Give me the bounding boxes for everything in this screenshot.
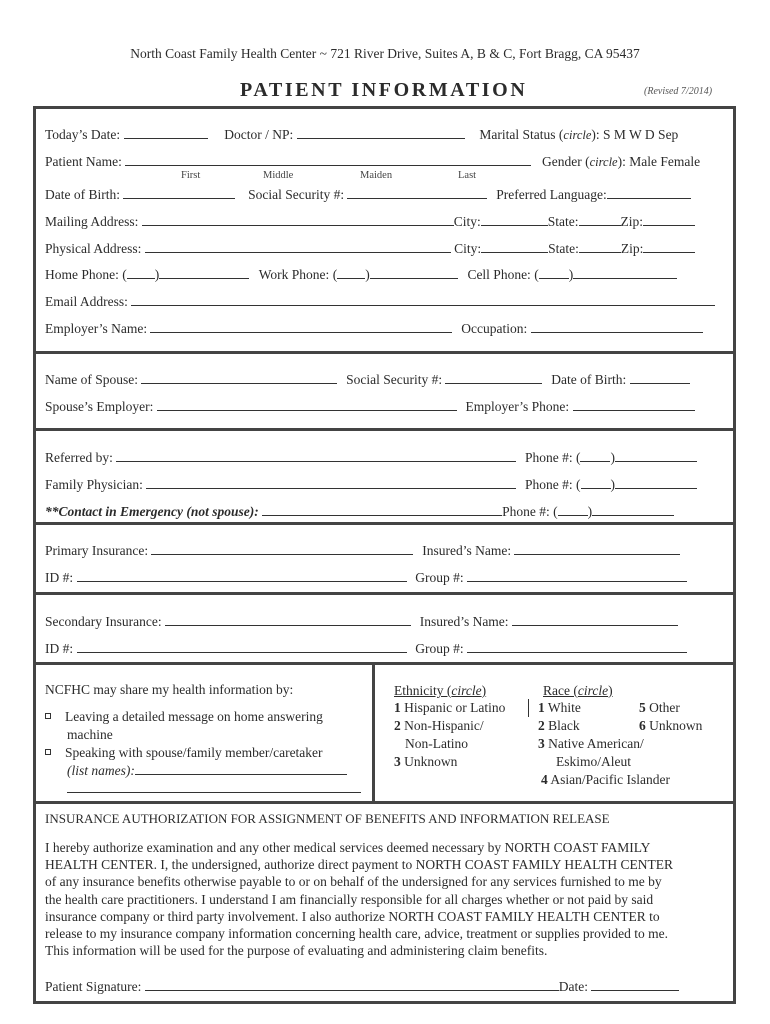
emergency-label: **Contact in Emergency (not spouse): [45,504,259,519]
sharing-heading: NCFHC may share my health information by: [45,682,294,697]
ssn-field[interactable] [347,186,487,199]
race-heading: Race (circle) [543,683,613,698]
authorization-line: I hereby authorize examination and any other medical services deemed necessary by NORTH COAST FAMILY [45,840,651,855]
checkbox-speaking[interactable] [45,749,51,755]
race-option-3-cont: Eskimo/Aleut [556,754,631,769]
family-physician-field[interactable] [146,476,516,489]
insured-name-label: Insured’s Name: [422,543,512,558]
section-divider [33,522,736,525]
name-part-first: First [181,170,201,181]
row-secondary-ids [45,640,687,657]
marital-label: Marital Status ( [479,127,564,142]
sharing-option1-cont: machine [67,727,113,742]
mailing-field[interactable] [142,213,454,226]
ethnicity-option-3[interactable]: 3 Unknown [394,754,458,769]
family-physician-label: Family Physician: [45,477,143,492]
spouse-dob-field[interactable] [630,371,690,384]
cell-phone-field[interactable] [573,266,677,279]
gender-label: Gender ( [541,154,590,169]
ethnicity-option-2-cont: Non-Latino [405,736,468,751]
state-label: State: [548,241,579,256]
ethnicity-option-1[interactable]: 1 Hispanic or Latino [394,700,506,715]
referred-by-label: Referred by: [45,450,113,465]
column-divider [372,662,375,804]
row-mailing-address [45,213,695,230]
signature-date-field[interactable] [591,978,679,991]
dob-field[interactable] [123,186,235,199]
zip-field[interactable] [643,240,695,253]
org-address-line: North Coast Family Health Center ~ 721 River Drive, Suites A, B & C, Fort Bragg, CA 95437 [130,46,640,61]
name-part-middle: Middle [263,170,294,181]
sharing-option-speaking [45,744,323,762]
authorization-text [45,839,735,959]
id-label: ID #: [45,570,74,585]
home-phone-field[interactable] [159,266,249,279]
page-title: PATIENT INFORMATION [240,79,528,101]
work-phone-label: Work Phone: [258,267,330,282]
phone-label: Phone #: [525,477,573,492]
employer-phone-field[interactable] [573,398,695,411]
row-employer [45,320,703,337]
sharing-option2-text: Speaking with spouse/family member/caretaker [65,745,323,760]
checkbox-message[interactable] [45,713,51,719]
primary-insured-name-field[interactable] [514,542,680,555]
zip-label: Zip: [620,214,644,229]
secondary-insured-name-field[interactable] [512,613,678,626]
city-field[interactable] [481,240,548,253]
row-patient-name [45,153,700,170]
list-names-row [67,762,347,780]
emergency-field[interactable] [262,503,502,516]
authorization-line: insurance company or third party involvement. I also authorize NORTH COAST FAMILY HEALTH CENTER to [45,908,660,924]
patient-name-label: Patient Name: [45,154,122,169]
primary-id-field[interactable] [77,569,407,582]
email-field[interactable] [131,293,715,306]
spouse-employer-label: Spouse’s Employer: [45,399,154,414]
row-referred-by: Referred by: Phone #: ( ) [45,449,697,466]
group-label: Group #: [415,570,464,585]
race-option-1[interactable]: 1 White [528,699,581,717]
name-part-maiden: Maiden [360,170,393,181]
race-option-3[interactable]: 3 Native American/ [538,736,644,751]
state-field[interactable] [579,240,621,253]
authorization-line: of any insurance benefits otherwise payable to or on behalf of the undersigned for any services furnished to me by [45,874,662,890]
doctor-field[interactable] [297,126,465,139]
circle-hint: circle [589,155,618,169]
race-option-6[interactable]: 6 Unknown [639,718,703,733]
phone-label: Phone #: [524,450,573,465]
city-field[interactable] [481,213,548,226]
spouse-ssn-label: Social Security #: [346,372,443,387]
row-family-physician: Family Physician: Phone #: ( ) [45,476,697,493]
cell-phone-label: Cell Phone: [467,267,531,282]
list-names-label: (list names): [67,763,135,778]
employer-field[interactable] [150,320,452,333]
row-secondary-insurance [45,613,678,630]
row-physical-address [45,240,695,257]
state-field[interactable] [579,213,621,226]
marital-options[interactable]: ): S M W D Sep [591,127,679,142]
phone-label: Phone #: [502,504,550,519]
row-signature [45,978,679,995]
zip-label: Zip: [620,241,644,256]
secondary-insurance-label: Secondary Insurance: [45,614,162,629]
state-label: State: [547,214,579,229]
authorization-line: This information will be used for the purpose of evaluating and administering claim benefits. [45,943,548,959]
row-dob-ssn-language [45,186,691,203]
city-label: City: [453,214,481,229]
ethnicity-heading: Ethnicity (circle) [394,683,487,698]
authorization-line: HEALTH CENTER. I, the undersigned, authorize direct payment to NORTH COAST FAMILY HEALTH CENTER [45,857,674,873]
circle-hint: circle [563,128,592,142]
dob-label: Date of Birth: [45,187,120,202]
area-code-field[interactable] [558,503,588,516]
ethnicity-option-2[interactable]: 2 Non-Hispanic/ [394,718,484,733]
section-divider [33,592,736,595]
authorization-line: the health care practitioners. I understand I am financially responsible for all charges whether or not paid by said [45,891,654,907]
sharing-option-message [45,708,365,726]
id-label: ID #: [45,641,74,656]
spouse-name-label: Name of Spouse: [45,372,138,387]
date-label: Date: [558,979,588,994]
occupation-label: Occupation: [461,321,528,336]
home-phone-label: Home Phone: [45,267,119,282]
list-names-field-2[interactable] [67,780,361,793]
cell-area-code-field[interactable] [539,266,569,279]
secondary-id-field[interactable] [77,640,407,653]
referred-by-field[interactable] [116,449,516,462]
occupation-field[interactable] [531,320,703,333]
secondary-group-field[interactable] [467,640,687,653]
list-names-row-2 [67,780,361,798]
section-divider [33,662,736,665]
gender-options[interactable]: ): Male Female [617,154,701,169]
language-label: Preferred Language: [496,187,607,202]
secondary-insurance-field[interactable] [165,613,411,626]
row-primary-ids [45,569,687,586]
signature-field[interactable] [145,978,559,991]
spouse-dob-label: Date of Birth: [551,372,627,387]
revision-note: (Revised 7/2014) [644,86,713,97]
employer-phone-label: Employer’s Phone: [465,399,570,414]
referrer-phone-field[interactable] [615,449,697,462]
physical-label: Physical Address: [45,241,142,256]
primary-insurance-field[interactable] [151,542,413,555]
work-phone-field[interactable] [370,266,458,279]
todays-date-label: Today’s Date: [45,127,121,142]
language-field[interactable] [607,186,691,199]
section-divider [33,428,736,431]
todays-date-field[interactable] [124,126,208,139]
mailing-label: Mailing Address: [45,214,139,229]
sharing-option1-text: Leaving a detailed message on home answering [65,709,323,724]
emergency-phone-field[interactable] [592,503,674,516]
area-code-field[interactable] [580,449,610,462]
work-area-code-field[interactable] [337,266,365,279]
zip-field[interactable] [643,213,695,226]
name-part-last: Last [458,170,477,181]
spouse-ssn-field[interactable] [445,371,542,384]
primary-group-field[interactable] [467,569,687,582]
area-code-field[interactable] [581,476,611,489]
physical-field[interactable] [145,240,451,253]
row-date-doctor-marital [45,126,678,143]
row-spouse-employer [45,398,695,415]
city-label: City: [454,241,482,256]
authorization-heading: INSURANCE AUTHORIZATION FOR ASSIGNMENT OF BENEFITS AND INFORMATION RELEASE [45,811,610,826]
spouse-employer-field[interactable] [157,398,457,411]
primary-insurance-label: Primary Insurance: [45,543,149,558]
race-option-5[interactable]: 5 Other [639,700,680,715]
email-label: Email Address: [45,294,128,309]
insured-name-label: Insured’s Name: [419,614,509,629]
doctor-label: Doctor / NP: [224,127,294,142]
physician-phone-field[interactable] [615,476,697,489]
signature-label: Patient Signature: [45,979,142,994]
list-names-field[interactable] [135,762,347,775]
row-emergency-contact: **Contact in Emergency (not spouse): Phone #: ( ) [45,503,674,520]
race-option-2[interactable]: 2 Black [538,718,580,733]
row-email [45,293,715,310]
row-primary-insurance [45,542,680,559]
row-phones: Home Phone: ( ) Work Phone: ( ) Cell Phone: ( ) [45,266,677,283]
row-spouse [45,371,690,388]
patient-name-field[interactable] [125,153,531,166]
race-option-4[interactable]: 4 Asian/Pacific Islander [541,772,670,787]
authorization-line: release to my insurance company information concerning health care, advice, treatment or supplies provided to me. [45,926,669,942]
section-divider [33,801,736,804]
group-label: Group #: [415,641,464,656]
section-divider [33,351,736,354]
ssn-label: Social Security #: [248,187,345,202]
spouse-name-field[interactable] [141,371,337,384]
employer-label: Employer’s Name: [45,321,148,336]
home-area-code-field[interactable] [127,266,155,279]
